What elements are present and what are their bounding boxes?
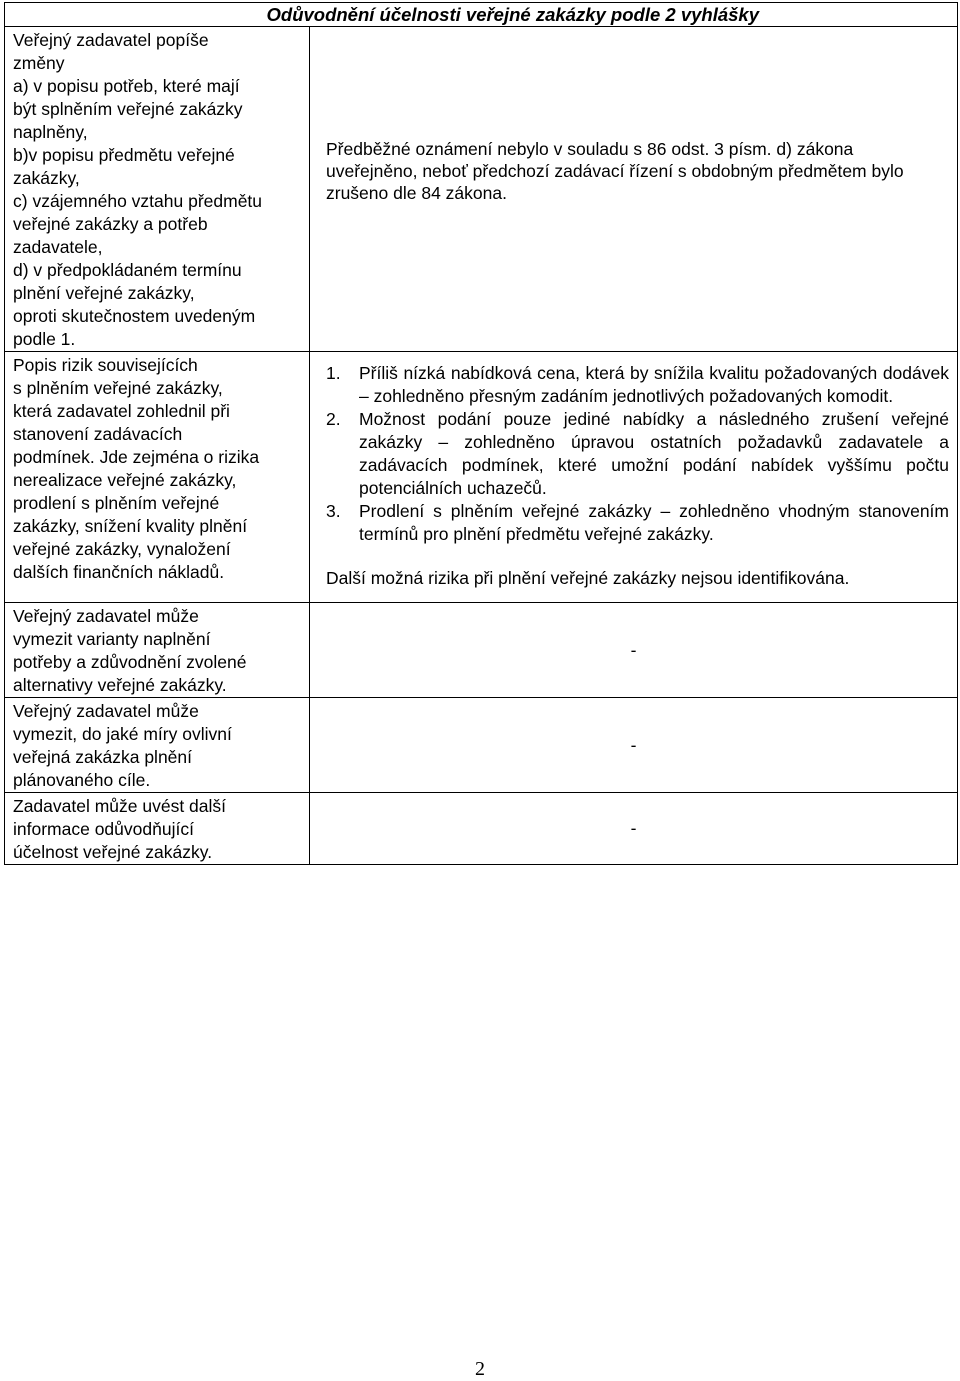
requirement-cell	[5, 603, 310, 698]
requirement-cell	[5, 793, 310, 865]
response-cell: -	[310, 603, 958, 698]
table-title: Odůvodnění účelnosti veřejné zakázky podle 2 vyhlášky	[5, 3, 958, 27]
requirement-text: Zadavatel může uvést další informace odůvodňující účelnost veřejné zakázky.	[13, 796, 227, 862]
response-cell: -	[310, 793, 958, 865]
page-number: 2	[475, 1358, 485, 1380]
table-row	[5, 698, 958, 793]
list-item-text: Prodlení s plněním veřejné zakázky – zohledněno vhodným stanovením termínů pro plnění předmětu veřejné zakázky.	[359, 501, 949, 544]
list-item	[326, 500, 949, 546]
requirement-cell	[5, 27, 310, 352]
requirement-cell	[5, 698, 310, 793]
list-item-number: 3.	[326, 501, 341, 521]
table-row	[5, 352, 958, 603]
list-item-number: 2.	[326, 409, 341, 429]
requirement-text: Veřejný zadavatel může vymezit varianty naplnění potřeby a zdůvodnění zvolené alternativy veřejné zakázky.	[13, 606, 247, 695]
requirement-text: Popis rizik souvisejících s plněním veřejné zakázky, která zadavatel zohlednil při stanovení zadávacích podmínek. Jde zejména o rizika nerealizace veřejné zakázky, prodlení s plněním veřejné zakázky, snížení kvality plnění veřejné zakázky, vynaložení dalších finančních nákladů.	[13, 355, 260, 582]
extra-risks-note: Další možná rizika při plnění veřejné zakázky nejsou identifikována.	[326, 568, 850, 588]
requirement-text: Veřejný zadavatel popíše změny a) v popisu potřeb, které mají být splněním veřejné zakázky naplněny, b)v popisu předmětu veřejné zakázky, c) vzájemného vztahu předmětu veřejné zakázky a potřeb zadavatele, d) v předpokládaném termínu plnění veřejné zakázky, oproti skutečnostem uvedeným podle 1.	[13, 30, 263, 349]
table-row	[5, 793, 958, 865]
response-cell	[310, 27, 958, 352]
justification-table	[4, 2, 958, 865]
requirement-cell	[5, 352, 310, 603]
table-row	[5, 27, 958, 352]
list-item	[326, 362, 949, 408]
risk-list	[326, 352, 949, 546]
response-cell: -	[310, 698, 958, 793]
table-header-row	[5, 3, 958, 27]
requirement-text: Veřejný zadavatel může vymezit, do jaké míry ovlivní veřejná zakázka plnění plánovaného cíle.	[13, 701, 232, 790]
list-item	[326, 408, 949, 500]
list-item-number: 1.	[326, 363, 341, 383]
list-item-text: Možnost podání pouze jediné nabídky a následného zrušení veřejné zakázky – zohledněno úpravou ostatních požadavků zadavatele a zadávacích podmínek, které umožní podání nabídek vyššímu počtu potenciálních uchazečů.	[359, 409, 949, 498]
list-item-text: Příliš nízká nabídková cena, která by snížila kvalitu požadovaných dodávek – zohledněno přesným zadáním jednotlivých požadovaných komodit.	[359, 363, 949, 406]
response-cell	[310, 352, 958, 603]
table-row	[5, 603, 958, 698]
response-text: Předběžné oznámení nebylo v souladu s 86 odst. 3 písm. d) zákona uveřejněno, neboť předchozí zadávací řízení s obdobným předmětem bylo zrušeno dle 84 zákona.	[326, 139, 904, 203]
